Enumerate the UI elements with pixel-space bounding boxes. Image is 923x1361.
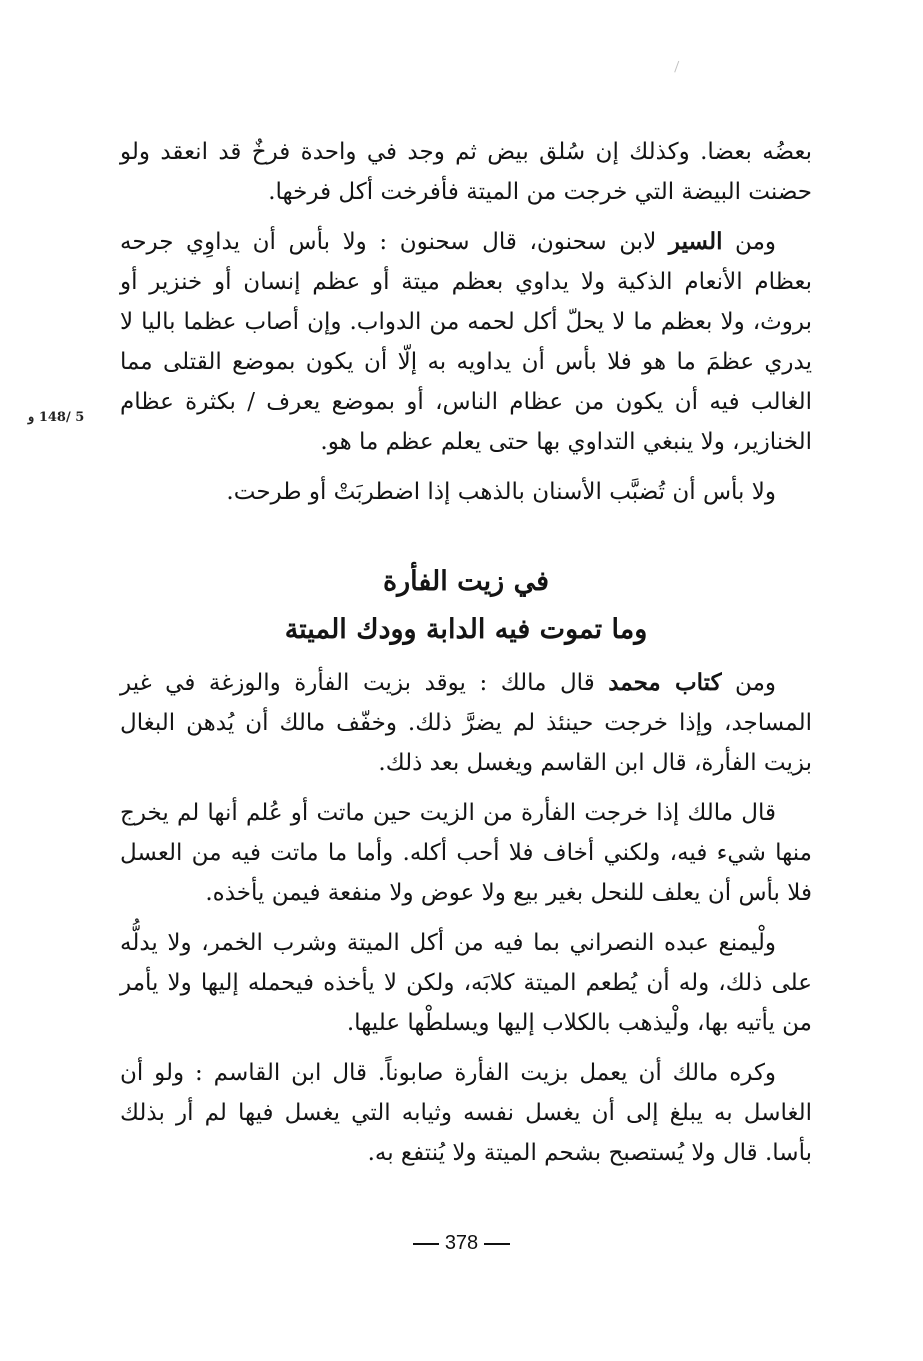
margin-manuscript-reference: 5 /148 و xyxy=(28,410,85,425)
source-title-sir: السير xyxy=(668,228,723,255)
source-title-kitab-muhammad: كتاب محمد xyxy=(608,669,722,696)
text-block-lower xyxy=(120,663,812,1173)
paragraph-6: ولْيمنع عبده النصراني بما فيه من أكل الميتة وشرب الخمر، ولا يدلُّه على ذلك، وله أن يُطعم الميتة كلابَه، ولكن لا يأخذه فيحمله إليها ولا يأمر من يأتيه بها، ولْيذهب بالكلاب إليها ويسلطْها عليها. xyxy=(120,930,812,1036)
paragraph-4 xyxy=(120,663,812,783)
section-heading xyxy=(120,558,812,654)
stray-pen-mark xyxy=(674,61,687,75)
paragraph-1: بعضُه بعضا. وكذلك إن سُلق بيض ثم وجد في واحدة فرخٌ قد انعقد ولو حضنت البيضة التي خرجت من الميتة فأفرخت أكل فرخها. xyxy=(120,139,812,205)
paragraph-4-body: قال مالك : يوقد بزيت الفأرة والوزغة في غير المساجد، وإذا خرجت حينئذ لم يضرَّ ذلك. وخفّف مالك أن يُدهن البغال بزيت الفأرة، قال ابن القاسم ويغسل بعد ذلك. xyxy=(120,670,812,776)
section-heading-line-1: في زيت الفأرة xyxy=(382,566,550,597)
text-block-upper xyxy=(120,132,812,512)
paragraph-3: ولا بأس أن تُضبَّب الأسنان بالذهب إذا اضطربَتْ أو طرحت. xyxy=(226,479,776,505)
page-number xyxy=(0,1232,923,1255)
page-number-value: 378 xyxy=(444,1232,479,1254)
section-heading-line-2: وما تموت فيه الدابة وودك الميتة xyxy=(284,614,648,645)
page-number-dash-left xyxy=(413,1243,439,1245)
paragraph-2-lead: ومن xyxy=(722,229,776,255)
paragraph-5: قال مالك إذا خرجت الفأرة من الزيت حين ماتت أو عُلم أنها لم يخرج منها شيء فيه، ولكني أخاف فلا أحب أكله. وأما ما ماتت فيه من العسل فلا بأس أن يعلف للنحل بغير بيع ولا عوض ولا منفعة فيمن يأخذه. xyxy=(120,800,812,906)
page-number-dash-right xyxy=(484,1243,510,1245)
paragraph-7: وكره مالك أن يعمل بزيت الفأرة صابوناً. قال ابن القاسم : ولو أن الغاسل به يبلغ إلى أن يغسل نفسه وثيابه التي يغسل فيها لم أر بذلك بأسا. قال ولا يُستصبح بشحم الميتة ولا يُنتفع به. xyxy=(120,1060,812,1166)
paragraph-2 xyxy=(120,222,812,462)
paragraph-4-lead: ومن xyxy=(721,670,776,696)
paragraph-2-body: لابن سحنون، قال سحنون : ولا بأس أن يداوِي جرحه بعظام الأنعام الذكية ولا يداوي بعظم ميتة أو عظم إنسان أو خنزير أو بروث، ولا بعظم ما لا يحلّ أكل لحمه من الدواب. وإن أصاب عظما باليا لا يدري عظمَ ما هو فلا بأس أن يداويه به إلّا أن يكون بموضع القتلى مما الغالب فيه أن يكون من عظام الناس، أو بموضع يعرف / بكثرة عظام الخنازير، ولا ينبغي التداوي بها حتى يعلم عظم ما هو. xyxy=(120,229,812,455)
